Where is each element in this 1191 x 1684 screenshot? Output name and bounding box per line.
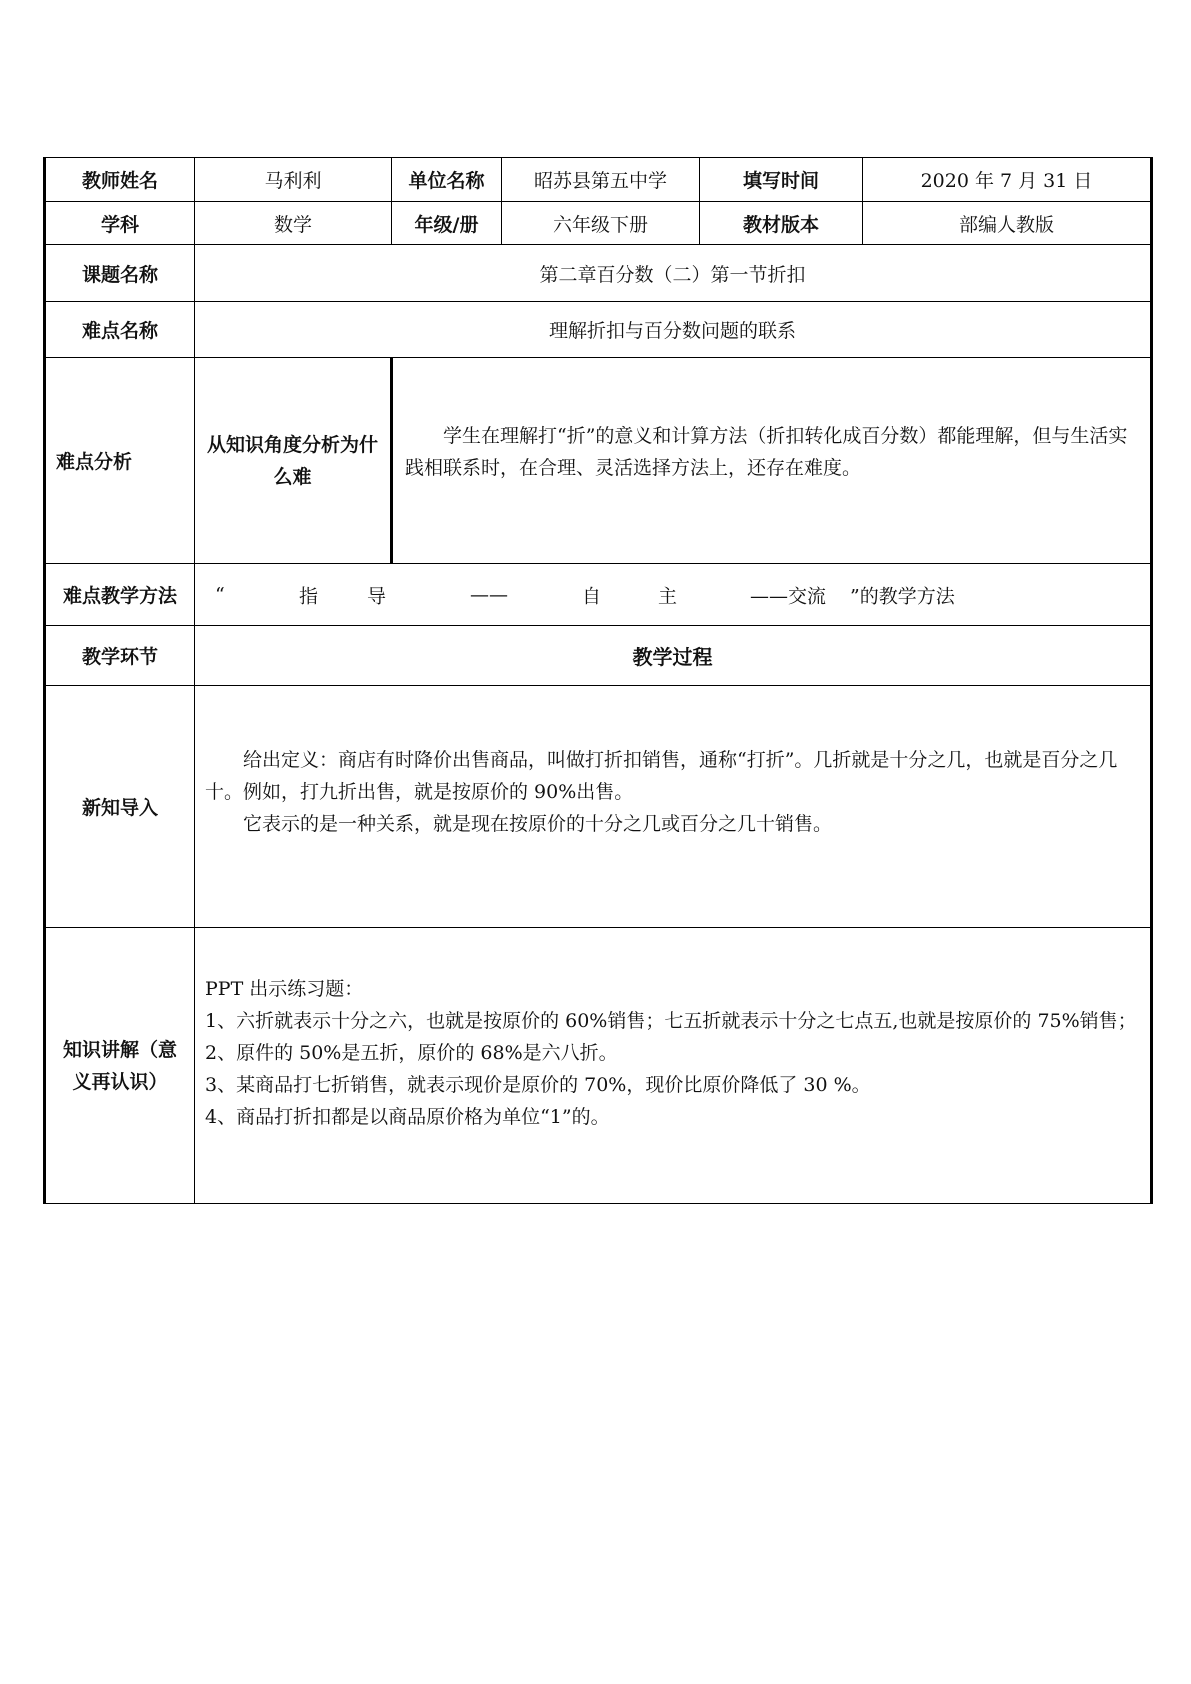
difficulty-value: 理解折扣与百分数问题的联系 [195, 302, 1152, 358]
intro-paragraph-2: 它表示的是一种关系，就是现在按原价的十分之几或百分之几十销售。 [243, 812, 833, 835]
process-title: 教学过程 [195, 626, 1152, 686]
lesson-table [43, 157, 1153, 1204]
intro-row [45, 686, 1152, 928]
method-value [195, 564, 1152, 626]
method-part-quote-open: “ [215, 583, 225, 606]
grade-value: 六年级下册 [502, 202, 700, 245]
teacher-value: 马利利 [195, 158, 392, 202]
intro-content [195, 686, 1152, 928]
subject-label: 学科 [45, 202, 195, 245]
unit-value: 昭苏县第五中学 [502, 158, 700, 202]
grade-label: 年级/册 [392, 202, 502, 245]
header-row-2 [45, 202, 1152, 245]
intro-label: 新知导入 [45, 686, 195, 928]
topic-value: 第二章百分数（二）第一节折扣 [195, 245, 1152, 302]
explain-line-4: 4、商品打折扣都是以商品原价格为单位“1”的。 [205, 1105, 610, 1128]
subject-value: 数学 [195, 202, 392, 245]
explain-label: 知识讲解（意义再认识） [45, 928, 195, 1204]
analysis-sub-label: 从知识角度分析为什么难 [195, 358, 392, 564]
date-value: 2020 年 7 月 31 日 [863, 158, 1152, 202]
analysis-label: 难点分析 [45, 358, 195, 564]
explain-line-0: PPT 出示练习题： [205, 977, 364, 1000]
method-part-zhu: 主 [658, 585, 678, 607]
method-row [45, 564, 1152, 626]
explain-content [195, 928, 1152, 1204]
difficulty-row [45, 302, 1152, 358]
teacher-label: 教师姓名 [45, 158, 195, 202]
edition-value: 部编人教版 [863, 202, 1152, 245]
explain-line-1: 1、六折就表示十分之六，也就是按原价的 60%销售；七五折就表示十分之七点五,也就是按原价的 75%销售； [205, 1009, 1137, 1032]
method-part-zi: 自 [582, 585, 602, 607]
method-part-dao: 导 [367, 585, 387, 607]
explain-line-2: 2、原件的 50%是五折，原价的 68%是六八折。 [205, 1041, 618, 1064]
analysis-text: 学生在理解打“折”的意义和计算方法（折扣转化成百分数）都能理解，但与生活实践相联系时，在合理、灵活选择方法上，还存在难度。 [392, 358, 1152, 564]
analysis-row [45, 358, 1152, 564]
lesson-form [43, 157, 1150, 1204]
difficulty-label: 难点名称 [45, 302, 195, 358]
method-part-dash-1: —— [470, 583, 508, 606]
method-part-quote-close: ”的教学方法 [850, 585, 955, 607]
process-header-row [45, 626, 1152, 686]
intro-paragraph-1: 给出定义：商店有时降价出售商品，叫做打折扣销售，通称“打折”。几折就是十分之几，也就是百分之几十。例如，打九折出售，就是按原价的 90%出售。 [205, 748, 1118, 803]
method-label: 难点教学方法 [45, 564, 195, 626]
process-label: 教学环节 [45, 626, 195, 686]
topic-row [45, 245, 1152, 302]
edition-label: 教材版本 [700, 202, 863, 245]
date-label: 填写时间 [700, 158, 863, 202]
header-row-1 [45, 158, 1152, 202]
unit-label: 单位名称 [392, 158, 502, 202]
topic-label: 课题名称 [45, 245, 195, 302]
explain-row [45, 928, 1152, 1204]
explain-line-3: 3、某商品打七折销售，就表示现价是原价的 70%，现价比原价降低了 30 %。 [205, 1073, 871, 1096]
method-part-zhi: 指 [299, 585, 319, 607]
method-part-dash-exchange: ——交流 [750, 585, 827, 607]
